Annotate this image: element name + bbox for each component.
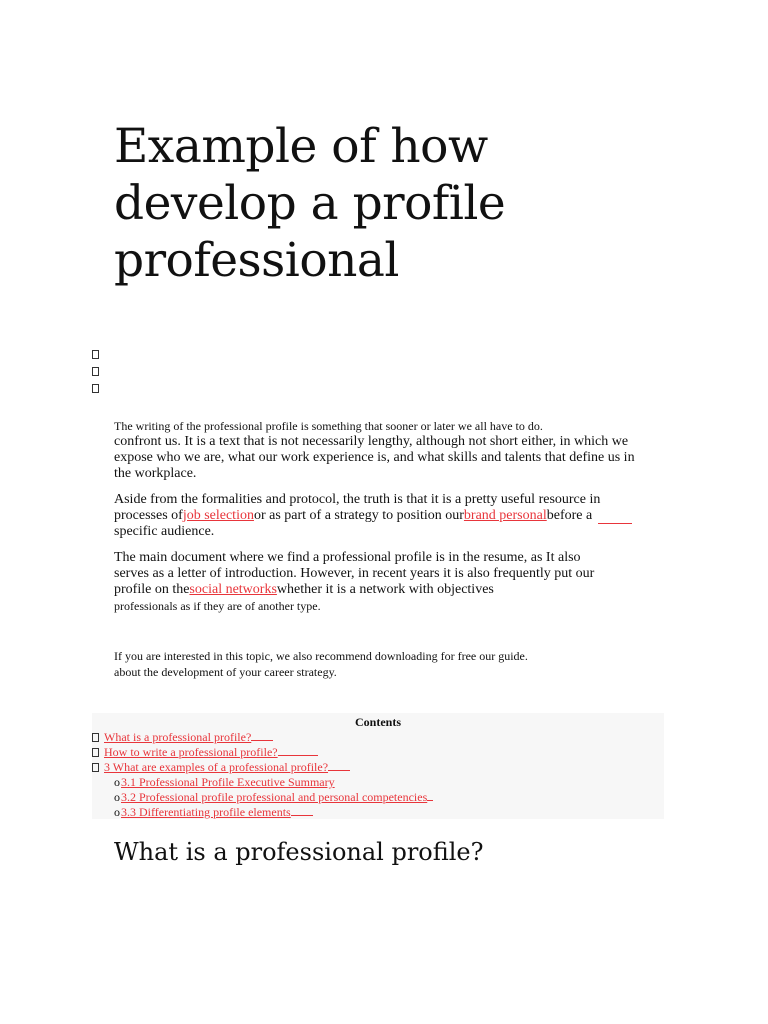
toc-item[interactable] [92, 745, 664, 760]
job-selection-link[interactable]: job selection [182, 508, 254, 523]
toc-link-examples[interactable]: 3 What are examples of a professional profile? [104, 760, 329, 774]
link-underline-gap [598, 514, 632, 524]
missing-glyph-icon [92, 733, 99, 742]
toc-link-what-is[interactable]: What is a professional profile? [104, 730, 252, 744]
toc-leader [427, 791, 433, 801]
missing-glyph-icon [92, 748, 99, 757]
para2-middle: or as part of a strategy to position our [253, 508, 464, 523]
toc-leader [328, 761, 350, 771]
toc-leader [291, 806, 313, 816]
toc-link-differentiating[interactable]: 3.3 Differentiating profile elements [121, 805, 291, 819]
intro-rest: confront us. It is a text that is not necessarily lengthy, although not short either, in which we expose who we are, what our work experience is, and what skills and talents that define us in the workplace. [114, 434, 635, 481]
toc-bullet: o [114, 805, 120, 819]
para3-after: whether it is a network with objectives [276, 582, 494, 597]
intro-line-1: The writing of the professional profile is something that sooner or later we all have to do. [114, 419, 543, 433]
toc-sub-item[interactable] [92, 775, 664, 790]
toc-link-how-to-write[interactable]: How to write a professional profile? [104, 745, 278, 759]
toc-sub-item[interactable] [92, 790, 664, 805]
intro-paragraph [114, 418, 644, 482]
toc-link-competencies[interactable]: 3.2 Professional profile professional and personal competencies [121, 790, 428, 804]
para3-before: The main document where we find a professional profile is in the resume, as It also serves as a letter of introduction. However, in recent years it is also frequently put our profile on the [114, 550, 595, 597]
table-of-contents [92, 713, 664, 819]
para3-tail: professionals as if they are of another type. [114, 599, 321, 613]
document-title: Example of how develop a profile professional [114, 119, 506, 288]
missing-glyph-icon [92, 384, 99, 393]
guide-line-2: about the development of your career strategy. [114, 665, 337, 679]
toc-title: Contents [354, 715, 401, 729]
toc-sub-item[interactable] [92, 805, 664, 820]
placeholder-glyphs [92, 350, 99, 401]
toc-item[interactable] [92, 730, 664, 745]
formalities-paragraph [114, 492, 634, 540]
guide-line-1: If you are interested in this topic, we also recommend downloading for free our guide. [114, 649, 528, 663]
para2-after: before a specific audience. [114, 508, 593, 539]
guide-paragraph [114, 648, 654, 680]
missing-glyph-icon [92, 763, 99, 772]
toc-leader [278, 746, 318, 756]
social-networks-link[interactable]: social networks [189, 582, 277, 597]
toc-link-executive-summary[interactable]: 3.1 Professional Profile Executive Summary [121, 775, 335, 789]
missing-glyph-icon [92, 367, 99, 376]
resume-paragraph [114, 550, 614, 615]
toc-item[interactable] [92, 760, 664, 775]
toc-leader [251, 731, 273, 741]
missing-glyph-icon [92, 350, 99, 359]
toc-bullet: o [114, 790, 120, 804]
para2-before: Aside from the formalities and protocol, the truth is that it is a pretty useful resource in processes of [114, 492, 601, 523]
brand-personal-link[interactable]: brand personal [463, 508, 547, 523]
toc-bullet: o [114, 775, 120, 789]
section-heading: What is a professional profile? [114, 838, 484, 866]
